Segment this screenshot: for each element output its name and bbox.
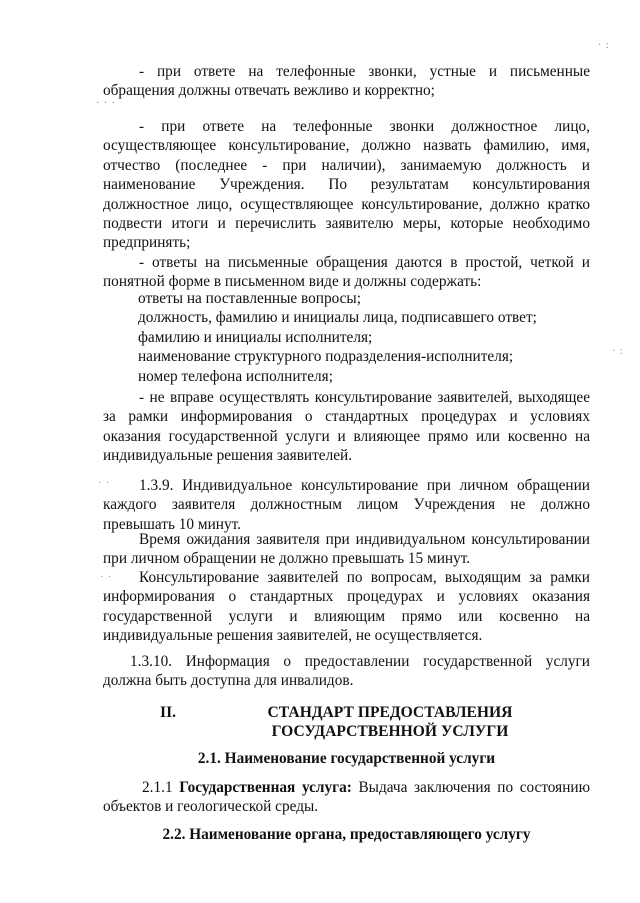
scan-speck: · : <box>612 346 624 357</box>
paragraph-phone-consulting: - при ответе на телефонные звонки должностное лицо, осуществляющее консультирование, должно назвать фамилию, имя, отчество (последнее - при наличии), занимаемую должность и наименование Учреждения. По результатам консультирования должностное лицо, осуществляющее консультирование, должно кратко подвести итоги и перечислить заявителю меры, которые необходимо предпринять; <box>103 118 590 252</box>
scan-speck: · · <box>100 572 113 583</box>
subsection-2-2-title: 2.2. Наименование органа, предоставляющего услугу <box>162 826 531 843</box>
subsection-2-1-title: 2.1. Наименование государственной услуги <box>197 750 496 767</box>
paragraph-consulting-limits: - не вправе осуществлять консультирование заявителей, выходящее за рамки информирования о стандартных процедурах и условиях оказания государственной услуги и влияющее прямо или косвенно на индивидуальные решения заявителей. <box>103 389 590 465</box>
response-contents-list <box>138 289 578 386</box>
list-item: наименование структурного подразделения-исполнителя; <box>138 348 514 366</box>
clause-number: 2.1.1 <box>142 779 173 796</box>
paragraph-written-responses: - ответы на письменные обращения даются в простой, четкой и понятной форме в письменном виде и должны содержать: <box>103 254 590 291</box>
list-item: номер телефона исполнителя; <box>138 367 333 385</box>
section-title: СТАНДАРТ ПРЕДОСТАВЛЕНИЯ ГОСУДАРСТВЕННОЙ УСЛУГИ <box>267 704 513 740</box>
list-item: ответы на поставленные вопросы; <box>138 290 361 307</box>
section-number: II. <box>160 704 177 721</box>
paragraph-phone-courtesy: - при ответе на телефонные звонки, устные и письменные обращения должны отвечать вежливо и корректно; <box>103 63 590 100</box>
paragraph-out-of-scope: Консультирование заявителей по вопросам, выходящим за рамки информирования о стандартных процедурах и условиях оказания государственной услуги и влияющим прямо или косвенно на индивидуальные решения заявителей, не осуществляется. <box>103 569 590 645</box>
clause-text: Выдача заключения по состоянию объектов и геологической среды. <box>103 779 591 816</box>
list-item: должность, фамилию и инициалы лица, подписавшего ответ; <box>138 309 537 327</box>
scan-speck: · · · <box>96 98 116 109</box>
list-item: фамилию и инициалы исполнителя; <box>138 328 373 346</box>
clause-label: Государственная услуга: <box>179 779 352 796</box>
section-heading <box>160 703 590 741</box>
paragraph-2-1-1 <box>103 778 590 817</box>
scan-speck: · : <box>598 40 610 51</box>
scan-speck: · · <box>98 478 111 489</box>
paragraph-waiting-time: Время ожидания заявителя при индивидуальном консультировании при личном обращении не должно превышать 15 минут. <box>103 531 590 568</box>
paragraph-1-3-10: 1.3.10. Информация о предоставлении государственной услуги должна быть доступна для инвалидов. <box>103 653 590 690</box>
paragraph-1-3-9: 1.3.9. Индивидуальное консультирование при личном обращении каждого заявителя должностным лицом Учреждения не должно превышать 10 минут. <box>103 477 590 533</box>
